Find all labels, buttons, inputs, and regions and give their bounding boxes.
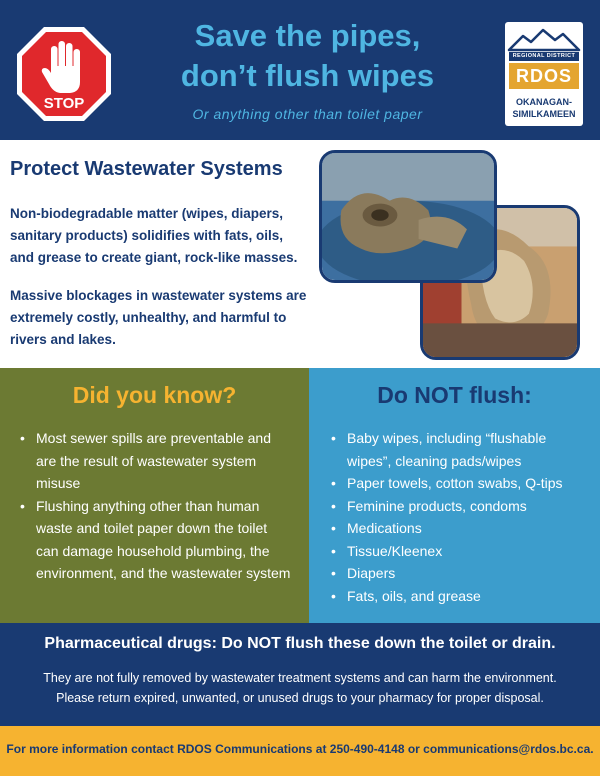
stop-text: STOP: [43, 95, 85, 112]
logo-line-1: OKANAGAN-: [516, 97, 572, 107]
do-not-flush-list: [331, 427, 593, 607]
title-line-1: Save the pipes,: [194, 18, 421, 53]
list-item: • Diapers: [331, 562, 593, 585]
list-item: • Baby wipes, including “flushable wipes”, cleaning pads/wipes: [331, 427, 593, 472]
list-item: • Most sewer spills are preventable and are the result of wastewater system misuse: [20, 427, 292, 495]
stop-sign: [16, 26, 112, 122]
fatberg-photo-1: [319, 150, 497, 283]
pharmaceutical-text: [10, 668, 590, 708]
protect-heading: Protect Wastewater Systems: [10, 158, 283, 180]
list-item: • Flushing anything other than human waste and toilet paper down the toilet can damage household plumbing, the environment, and the wastewater system: [20, 495, 292, 585]
pharmaceutical-line-1: They are not fully removed by wastewater treatment systems and can harm the environment.: [43, 671, 557, 685]
pharmaceutical-line-2: Please return expired, unwanted, or unused drugs to your pharmacy for proper disposal.: [56, 691, 544, 705]
mountain-logo-icon: [505, 26, 583, 52]
title-line-2: don’t flush wipes: [180, 58, 435, 93]
list-item: • Medications: [331, 517, 593, 540]
logo-okanagan: [505, 96, 583, 120]
rdos-logo: [505, 22, 583, 126]
logo-rdos: RDOS: [509, 63, 579, 89]
list-item: • Fats, oils, and grease: [331, 585, 593, 608]
footer-contact-text: For more information contact RDOS Communications at 250-490-4148 or communications@rdos.bc.ca.: [6, 742, 594, 756]
list-item: • Paper towels, cotton swabs, Q-tips: [331, 472, 593, 495]
protect-paragraph-1: Non-biodegradable matter (wipes, diapers, sanitary products) solidifies with fats, oils, and grease to create giant, rock-like masses.: [10, 206, 298, 265]
logo-line-2: SIMILKAMEEN: [512, 109, 576, 119]
do-not-flush-heading: Do NOT flush:: [377, 382, 532, 408]
did-you-know-list: [20, 427, 292, 585]
list-item: • Feminine products, condoms: [331, 495, 593, 518]
page-title: [140, 16, 475, 96]
list-item: • Tissue/Kleenex: [331, 540, 593, 563]
logo-regional-district: REGIONAL DISTRICT: [509, 52, 579, 61]
protect-paragraph-2: Massive blockages in wastewater systems are extremely costly, unhealthy, and harmful to rivers and lakes.: [10, 288, 307, 347]
did-you-know-heading: Did you know?: [72, 382, 237, 408]
pharmaceutical-heading: Pharmaceutical drugs: Do NOT flush these down the toilet or drain.: [44, 635, 556, 652]
page-subtitle: Or anything other than toilet paper: [192, 106, 423, 122]
